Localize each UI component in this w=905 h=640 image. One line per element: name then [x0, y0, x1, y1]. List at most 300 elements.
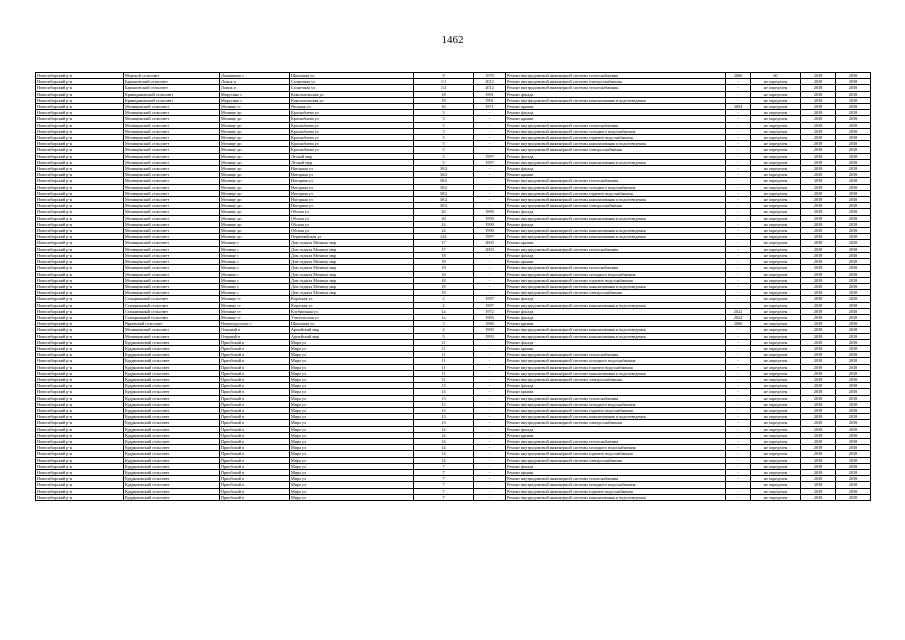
last-repair-cell: - — [726, 432, 751, 438]
last-repair-cell: - — [726, 420, 751, 426]
work-type-cell: Ремонт внутридомовой инженерной системы горячего водоснабжения — [506, 277, 726, 283]
street-cell: Мира ул — [290, 432, 414, 438]
plan-start-cell: 2038 — [801, 215, 836, 221]
locality-cell: Ложок п — [220, 79, 290, 85]
last-repair-cell: - — [726, 141, 751, 147]
street-cell: Мира ул — [290, 339, 414, 345]
last-repair-cell: - — [726, 85, 751, 91]
last-repair-cell: - — [726, 166, 751, 172]
house-number-cell: 11 — [414, 376, 474, 382]
work-type-cell: Ремонт внутридомовой инженерной системы горячего водоснабжения — [506, 190, 726, 196]
plan-end-cell: 2038 — [836, 265, 871, 271]
work-type-cell: Ремонт внутридомовой инженерной системы холодного водоснабжения — [506, 128, 726, 134]
house-number-cell: 7 — [414, 488, 474, 494]
work-type-cell: Ремонт внутридомовой инженерной системы горячего водоснабжения — [506, 451, 726, 457]
build-year-cell: 1991 — [474, 97, 506, 103]
work-type-cell: Ремонт крыши — [506, 470, 726, 476]
last-repair-cell: - — [726, 383, 751, 389]
plan-end-cell: 2038 — [836, 345, 871, 351]
wear-cell: не определен — [751, 308, 801, 314]
district-cell: Новосибирский р-н — [36, 197, 124, 203]
plan-start-cell: 2038 — [801, 401, 836, 407]
build-year-cell: 1971 — [474, 104, 506, 110]
last-repair-cell: - — [726, 221, 751, 227]
plan-start-cell: 2038 — [801, 252, 836, 258]
street-cell: Мира ул — [290, 383, 414, 389]
last-repair-cell: - — [726, 352, 751, 358]
street-cell: Солнечная ул — [290, 85, 414, 91]
district-cell: Новосибирский р-н — [36, 79, 124, 85]
street-cell: Дом отдыха Мочище мкр — [290, 240, 414, 246]
build-year-cell: - — [474, 271, 506, 277]
district-cell: Новосибирский р-н — [36, 370, 124, 376]
council-cell: Мочищенский сельсовет — [124, 290, 220, 296]
council-cell: Мочищенский сельсовет — [124, 122, 220, 128]
plan-start-cell: 2038 — [801, 314, 836, 320]
wear-cell: не определен — [751, 494, 801, 500]
house-number-cell: 5 — [414, 333, 474, 339]
wear-cell: не определен — [751, 141, 801, 147]
council-cell: Мочищенский сельсовет — [124, 172, 220, 178]
last-repair-cell: - — [726, 116, 751, 122]
last-repair-cell: - — [726, 327, 751, 333]
house-number-cell: 242 — [414, 234, 474, 240]
locality-cell: Мочище дп — [220, 228, 290, 234]
plan-end-cell: 2038 — [836, 203, 871, 209]
build-year-cell: - — [474, 438, 506, 444]
council-cell: Мочищенский сельсовет — [124, 333, 220, 339]
council-cell: Мочищенский сельсовет — [124, 153, 220, 159]
work-type-cell: Ремонт внутридомовой инженерной системы теплоснабжения — [506, 73, 726, 79]
street-cell: Мира ул — [290, 364, 414, 370]
plan-end-cell: 2038 — [836, 333, 871, 339]
district-cell: Новосибирский р-н — [36, 451, 124, 457]
wear-cell: не определен — [751, 420, 801, 426]
locality-cell: Озерный п — [220, 327, 290, 333]
work-type-cell: Ремонт внутридомовой инженерной системы теплоснабжения — [506, 178, 726, 184]
council-cell: Мочищенский сельсовет — [124, 277, 220, 283]
district-cell: Новосибирский р-н — [36, 209, 124, 215]
plan-end-cell: 2038 — [836, 246, 871, 252]
last-repair-cell: - — [726, 364, 751, 370]
house-number-cell: 30/2 — [414, 184, 474, 190]
build-year-cell: - — [474, 166, 506, 172]
wear-cell: не определен — [751, 376, 801, 382]
district-cell: Новосибирский р-н — [36, 228, 124, 234]
last-repair-cell: - — [726, 376, 751, 382]
house-number-cell: 13 — [414, 420, 474, 426]
district-cell: Новосибирский р-н — [36, 476, 124, 482]
build-year-cell: 2012 — [474, 85, 506, 91]
build-year-cell: - — [474, 420, 506, 426]
house-number-cell: 20 — [414, 209, 474, 215]
locality-cell: Приобский п — [220, 451, 290, 457]
street-cell: Мира ул — [290, 345, 414, 351]
build-year-cell: 1990 — [474, 209, 506, 215]
work-type-cell: Ремонт внутридомовой инженерной системы горячего водоснабжения — [506, 364, 726, 370]
build-year-cell: - — [474, 482, 506, 488]
wear-cell: не определен — [751, 383, 801, 389]
locality-cell: Мочище дп — [220, 190, 290, 196]
build-year-cell: 1997 — [474, 302, 506, 308]
plan-end-cell: 2038 — [836, 147, 871, 153]
district-cell: Новосибирский р-н — [36, 432, 124, 438]
build-year-cell: - — [474, 128, 506, 134]
work-type-cell: Ремонт внутридомовой инженерной системы теплоснабжения — [506, 438, 726, 444]
house-number-cell: 13 — [414, 401, 474, 407]
plan-start-cell: 2038 — [801, 166, 836, 172]
plan-end-cell: 2038 — [836, 73, 871, 79]
plan-end-cell: 2038 — [836, 197, 871, 203]
build-year-cell: 2003 — [474, 240, 506, 246]
last-repair-cell: - — [726, 345, 751, 351]
house-number-cell: 11 — [414, 352, 474, 358]
house-number-cell: 1/2 — [414, 85, 474, 91]
locality-cell: Приобский п — [220, 389, 290, 395]
wear-cell: не определен — [751, 401, 801, 407]
locality-cell: Мочище дп — [220, 184, 290, 190]
build-year-cell: - — [474, 383, 506, 389]
last-repair-cell: - — [726, 97, 751, 103]
wear-cell: 60 — [751, 73, 801, 79]
locality-cell: Мочище с — [220, 277, 290, 283]
work-type-cell: Ремонт фасада — [506, 314, 726, 320]
wear-cell: не определен — [751, 234, 801, 240]
wear-cell: не определен — [751, 426, 801, 432]
build-year-cell: - — [474, 190, 506, 196]
district-cell: Новосибирский р-н — [36, 395, 124, 401]
house-number-cell: 16 — [414, 104, 474, 110]
wear-cell: не определен — [751, 147, 801, 153]
plan-end-cell: 2038 — [836, 376, 871, 382]
last-repair-cell: - — [726, 302, 751, 308]
locality-cell: Приобский п — [220, 426, 290, 432]
last-repair-cell: - — [726, 110, 751, 116]
work-type-cell: Ремонт внутридомовой инженерной системы горячего водоснабжения — [506, 135, 726, 141]
build-year-cell: - — [474, 203, 506, 209]
district-cell: Новосибирский р-н — [36, 91, 124, 97]
last-repair-cell: - — [726, 159, 751, 165]
locality-cell: Мочище дп — [220, 197, 290, 203]
house-number-cell: 5 — [414, 122, 474, 128]
street-cell: Обская ул — [290, 228, 414, 234]
plan-start-cell: 2038 — [801, 308, 836, 314]
build-year-cell: - — [474, 445, 506, 451]
council-cell: Мочищенский сельсовет — [124, 178, 220, 184]
street-cell: Мира ул — [290, 352, 414, 358]
last-repair-cell: - — [726, 277, 751, 283]
build-year-cell: - — [474, 358, 506, 364]
wear-cell: не определен — [751, 110, 801, 116]
street-cell: Мира ул — [290, 420, 414, 426]
district-cell: Новосибирский р-н — [36, 190, 124, 196]
locality-cell: Марусино с — [220, 97, 290, 103]
house-number-cell: 30/2 — [414, 203, 474, 209]
wear-cell: не определен — [751, 97, 801, 103]
house-number-cell: 18 — [414, 271, 474, 277]
wear-cell: не определен — [751, 389, 801, 395]
house-number-cell: 5 — [414, 159, 474, 165]
house-number-cell: 13 — [414, 414, 474, 420]
street-cell: Комсомольская ул — [290, 91, 414, 97]
council-cell: Мочищенский сельсовет — [124, 135, 220, 141]
locality-cell: Мочище дп — [220, 141, 290, 147]
locality-cell: Мочище ст — [220, 296, 290, 302]
wear-cell: не определен — [751, 482, 801, 488]
work-type-cell: Ремонт внутридомовой инженерной системы теплоснабжения — [506, 122, 726, 128]
build-year-cell: - — [474, 135, 506, 141]
work-type-cell: Ремонт внутридомовой инженерной системы канализования и водоотведения — [506, 97, 726, 103]
plan-end-cell: 2038 — [836, 370, 871, 376]
plan-end-cell: 2038 — [836, 302, 871, 308]
plan-end-cell: 2038 — [836, 85, 871, 91]
street-cell: Ягодная ул — [290, 104, 414, 110]
street-cell: Мира ул — [290, 389, 414, 395]
plan-end-cell: 2038 — [836, 488, 871, 494]
locality-cell: Мочище с — [220, 290, 290, 296]
street-cell: Мира ул — [290, 376, 414, 382]
build-year-cell: - — [474, 283, 506, 289]
plan-start-cell: 2038 — [801, 116, 836, 122]
house-number-cell: 14 — [414, 445, 474, 451]
build-year-cell: 1990 — [474, 221, 506, 227]
last-repair-cell: - — [726, 451, 751, 457]
work-type-cell: Ремонт внутридомовой инженерной системы электроснабжения — [506, 79, 726, 85]
build-year-cell: - — [474, 470, 506, 476]
last-repair-cell: - — [726, 339, 751, 345]
street-cell: Мира ул — [290, 407, 414, 413]
wear-cell: не определен — [751, 228, 801, 234]
plan-end-cell: 2038 — [836, 339, 871, 345]
council-cell: Кудряшовский сельсовет — [124, 345, 220, 351]
last-repair-cell: - — [726, 178, 751, 184]
district-cell: Новосибирский р-н — [36, 488, 124, 494]
work-type-cell: Ремонт внутридомовой инженерной системы канализования и водоотведения — [506, 197, 726, 203]
build-year-cell: - — [474, 414, 506, 420]
council-cell: Кудряшовский сельсовет — [124, 476, 220, 482]
district-cell: Новосибирский р-н — [36, 73, 124, 79]
plan-end-cell: 2038 — [836, 432, 871, 438]
locality-cell: Мочище дп — [220, 172, 290, 178]
plan-start-cell: 2038 — [801, 197, 836, 203]
build-year-cell: - — [474, 172, 506, 178]
plan-start-cell: 2038 — [801, 345, 836, 351]
last-repair-cell: - — [726, 494, 751, 500]
locality-cell: Приобский п — [220, 476, 290, 482]
last-repair-cell: - — [726, 190, 751, 196]
plan-start-cell: 2038 — [801, 358, 836, 364]
wear-cell: не определен — [751, 190, 801, 196]
council-cell: Кудряшовский сельсовет — [124, 401, 220, 407]
street-cell: Учительская ул — [290, 314, 414, 320]
plan-end-cell: 2038 — [836, 209, 871, 215]
build-year-cell: - — [474, 277, 506, 283]
council-cell: Станционный сельсовет — [124, 296, 220, 302]
street-cell: Нагорная ул — [290, 190, 414, 196]
work-type-cell: Ремонт внутридомовой инженерной системы канализования и водоотведения — [506, 414, 726, 420]
council-cell: Мочищенский сельсовет — [124, 166, 220, 172]
house-number-cell: 20 — [414, 215, 474, 221]
locality-cell: Приобский п — [220, 364, 290, 370]
street-cell: Нагорная ул — [290, 166, 414, 172]
wear-cell: не определен — [751, 277, 801, 283]
street-cell: Нагорная ул — [290, 184, 414, 190]
council-cell: Кудряшовский сельсовет — [124, 414, 220, 420]
house-number-cell: 13 — [414, 389, 474, 395]
build-year-cell: 2012 — [474, 79, 506, 85]
locality-cell: Мочище дп — [220, 166, 290, 172]
wear-cell: не определен — [751, 451, 801, 457]
last-repair-cell: - — [726, 358, 751, 364]
street-cell: Мира ул — [290, 470, 414, 476]
locality-cell: Мочище с — [220, 283, 290, 289]
plan-start-cell: 2038 — [801, 290, 836, 296]
street-cell: Краснобаева ул — [290, 135, 414, 141]
last-repair-cell: - — [726, 426, 751, 432]
plan-end-cell: 2038 — [836, 116, 871, 122]
council-cell: Криводановский сельсовет — [124, 97, 220, 103]
work-type-cell: Ремонт фасада — [506, 308, 726, 314]
council-cell: Мочищенский сельсовет — [124, 209, 220, 215]
build-year-cell: - — [474, 290, 506, 296]
last-repair-cell: - — [726, 265, 751, 271]
district-cell: Новосибирский р-н — [36, 271, 124, 277]
plan-start-cell: 2038 — [801, 97, 836, 103]
house-number-cell: 14 — [414, 457, 474, 463]
plan-start-cell: 2038 — [801, 488, 836, 494]
build-year-cell: - — [474, 457, 506, 463]
district-cell: Новосибирский р-н — [36, 203, 124, 209]
house-number-cell: 7 — [414, 494, 474, 500]
district-cell: Новосибирский р-н — [36, 414, 124, 420]
work-type-cell: Ремонт внутридомовой инженерной системы канализования и водоотведения — [506, 283, 726, 289]
council-cell: Мочищенский сельсовет — [124, 252, 220, 258]
plan-start-cell: 2038 — [801, 190, 836, 196]
house-number-cell: 2 — [414, 302, 474, 308]
work-type-cell: Ремонт внутридомовой инженерной системы канализования и водоотведения — [506, 370, 726, 376]
plan-start-cell: 2038 — [801, 420, 836, 426]
work-type-cell: Ремонт внутридомовой инженерной системы теплоснабжения — [506, 246, 726, 252]
plan-end-cell: 2038 — [836, 252, 871, 258]
locality-cell: Приобский п — [220, 463, 290, 469]
table-body — [36, 73, 871, 501]
street-cell: Клубничная ул — [290, 308, 414, 314]
wear-cell: не определен — [751, 246, 801, 252]
wear-cell: не определен — [751, 265, 801, 271]
street-cell: Мира ул — [290, 358, 414, 364]
plan-end-cell: 2038 — [836, 228, 871, 234]
build-year-cell: - — [474, 432, 506, 438]
district-cell: Новосибирский р-н — [36, 122, 124, 128]
plan-start-cell: 2038 — [801, 438, 836, 444]
street-cell: Мира ул — [290, 370, 414, 376]
build-year-cell: - — [474, 407, 506, 413]
house-number-cell: 18 — [414, 252, 474, 258]
street-cell: Первомайская ул — [290, 234, 414, 240]
wear-cell: не определен — [751, 221, 801, 227]
council-cell: Кудряшовский сельсовет — [124, 463, 220, 469]
wear-cell: не определен — [751, 470, 801, 476]
house-number-cell: 11 — [414, 345, 474, 351]
wear-cell: не определен — [751, 215, 801, 221]
house-number-cell: 13 — [414, 407, 474, 413]
plan-start-cell: 2038 — [801, 457, 836, 463]
council-cell: Барышевский сельсовет — [124, 79, 220, 85]
locality-cell: Приобский п — [220, 414, 290, 420]
work-type-cell: Ремонт внутридомовой инженерной системы электроснабжения — [506, 420, 726, 426]
locality-cell: Приобский п — [220, 407, 290, 413]
plan-start-cell: 2038 — [801, 327, 836, 333]
district-cell: Новосибирский р-н — [36, 104, 124, 110]
plan-end-cell: 2038 — [836, 314, 871, 320]
house-number-cell: 30/2 — [414, 190, 474, 196]
last-repair-cell: - — [726, 488, 751, 494]
work-type-cell: Ремонт внутридомовой инженерной системы горячего водоснабжения — [506, 488, 726, 494]
district-cell: Новосибирский р-н — [36, 339, 124, 345]
plan-end-cell: 2038 — [836, 135, 871, 141]
work-type-cell: Ремонт фасада — [506, 252, 726, 258]
street-cell: Лесной мкр — [290, 159, 414, 165]
plan-start-cell: 2038 — [801, 426, 836, 432]
work-type-cell: Ремонт внутридомовой инженерной системы канализования и водоотведения — [506, 494, 726, 500]
plan-start-cell: 2038 — [801, 476, 836, 482]
last-repair-cell: - — [726, 135, 751, 141]
street-cell: Мира ул — [290, 401, 414, 407]
plan-end-cell: 2038 — [836, 91, 871, 97]
last-repair-cell: - — [726, 438, 751, 444]
last-repair-cell: 2022 — [726, 308, 751, 314]
house-number-cell: 7 — [414, 476, 474, 482]
work-type-cell: Ремонт фасада — [506, 153, 726, 159]
house-number-cell: 7 — [414, 463, 474, 469]
work-type-cell: Ремонт внутридомовой инженерной системы электроснабжения — [506, 376, 726, 382]
locality-cell: Приобский п — [220, 488, 290, 494]
last-repair-cell: - — [726, 172, 751, 178]
locality-cell: Приобский п — [220, 470, 290, 476]
locality-cell: Мочище ст — [220, 308, 290, 314]
district-cell: Новосибирский р-н — [36, 420, 124, 426]
build-year-cell: 1997 — [474, 234, 506, 240]
plan-start-cell: 2038 — [801, 463, 836, 469]
street-cell: Дом отдыха Мочище мкр — [290, 277, 414, 283]
wear-cell: не определен — [751, 122, 801, 128]
council-cell: Кудряшовский сельсовет — [124, 383, 220, 389]
plan-end-cell: 2038 — [836, 457, 871, 463]
district-cell: Новосибирский р-н — [36, 383, 124, 389]
last-repair-cell: 2006 — [726, 73, 751, 79]
locality-cell: Приобский п — [220, 358, 290, 364]
locality-cell: Приобский п — [220, 339, 290, 345]
district-cell: Новосибирский р-н — [36, 470, 124, 476]
wear-cell: не определен — [751, 283, 801, 289]
build-year-cell: - — [474, 476, 506, 482]
street-cell: Мира ул — [290, 414, 414, 420]
work-type-cell: Ремонт внутридомовой инженерной системы электроснабжения — [506, 290, 726, 296]
work-type-cell: Ремонт внутридомовой инженерной системы канализования и водоотведения — [506, 159, 726, 165]
street-cell: Дом отдыха Мочище мкр — [290, 271, 414, 277]
build-year-cell: - — [474, 110, 506, 116]
council-cell: Кудряшовский сельсовет — [124, 451, 220, 457]
build-year-cell: - — [474, 488, 506, 494]
plan-start-cell: 2038 — [801, 265, 836, 271]
council-cell: Мочищенский сельсовет — [124, 141, 220, 147]
house-number-cell: 30/2 — [414, 178, 474, 184]
last-repair-cell: - — [726, 389, 751, 395]
council-cell: Кудряшовский сельсовет — [124, 370, 220, 376]
street-cell: Мира ул — [290, 457, 414, 463]
plan-start-cell: 2038 — [801, 240, 836, 246]
district-cell: Новосибирский р-н — [36, 321, 124, 327]
